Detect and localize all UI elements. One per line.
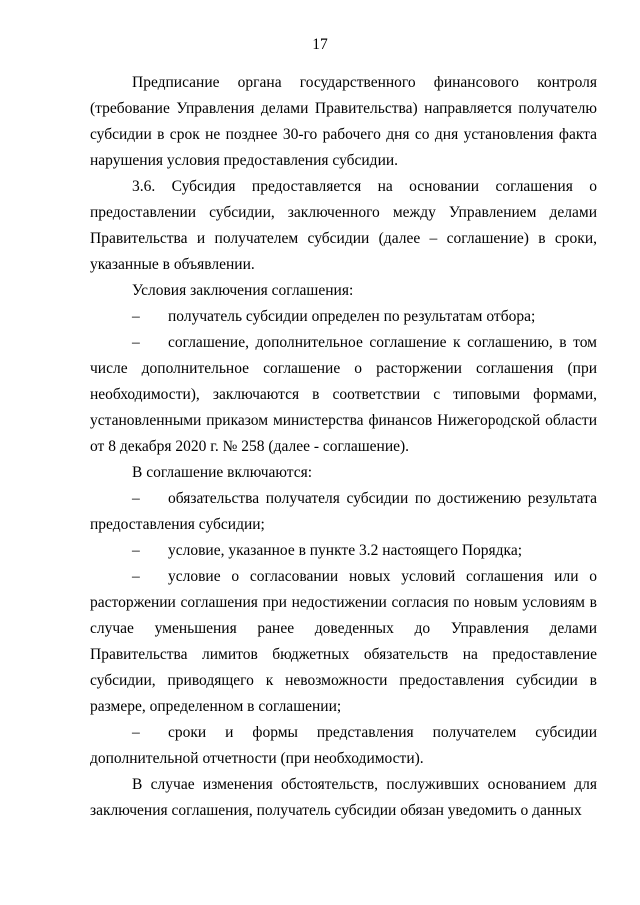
list-item <box>90 564 597 720</box>
paragraph: Условия заключения соглашения: <box>132 282 354 299</box>
list-item <box>90 486 597 538</box>
list-item <box>90 720 597 772</box>
list-item-text: условие о согласовании новых условий соглашения или о расторжении соглашения при недостижении согласия по новым условиям в случае уменьшения ранее доведенных до Управления делами Правительства лимитов бюджетных обязательств на предоставление субсидии, приводящего к невозможности предоставления субсидии в размере, определенном в соглашении; <box>90 568 597 715</box>
list-item-text: соглашение, дополнительное соглашение к соглашению, в том числе дополнительное соглашение о расторжении соглашения (при необходимости), заключаются в соответствии с типовыми формами, установленными приказом министерства финансов Нижегородской области от 8 декабря 2020 г. № 258 (далее - соглашение). <box>90 334 597 455</box>
dash-marker: – <box>132 490 140 507</box>
paragraph: Предписание органа государственного финансового контроля (требование Управления делами Правительства) направляется получателю субсидии в срок не позднее 30-го рабочего дня со дня установления факта нарушения условия предоставления субсидии. <box>90 74 597 169</box>
dash-marker: – <box>132 308 140 325</box>
list-item-text: обязательства получателя субсидии по достижению результата предоставления субсидии; <box>90 490 597 533</box>
list-item <box>90 304 597 330</box>
paragraph: В случае изменения обстоятельств, послуживших основанием для заключения соглашения, получатель субсидии обязан уведомить о данных <box>90 776 597 819</box>
dash-marker: – <box>132 542 140 559</box>
paragraph: В соглашение включаются: <box>132 464 313 481</box>
paragraph: 3.6. Субсидия предоставляется на основании соглашения о предоставлении субсидии, заключенного между Управлением делами Правительства и получателем субсидии (далее – соглашение) в сроки, указанные в объявлении. <box>90 178 597 273</box>
dash-marker: – <box>132 568 140 585</box>
list-item-text: получатель субсидии определен по результатам отбора; <box>168 308 536 325</box>
list-item-text: условие, указанное в пункте 3.2 настоящего Порядка; <box>168 542 523 559</box>
dash-marker: – <box>132 334 140 351</box>
list-item-text: сроки и формы представления получателем субсидии дополнительной отчетности (при необходимости). <box>90 724 597 767</box>
dash-marker: – <box>132 724 140 741</box>
list-item <box>90 538 597 564</box>
list-item <box>90 330 597 460</box>
document-body <box>90 70 597 824</box>
page-number: 17 <box>312 36 328 53</box>
